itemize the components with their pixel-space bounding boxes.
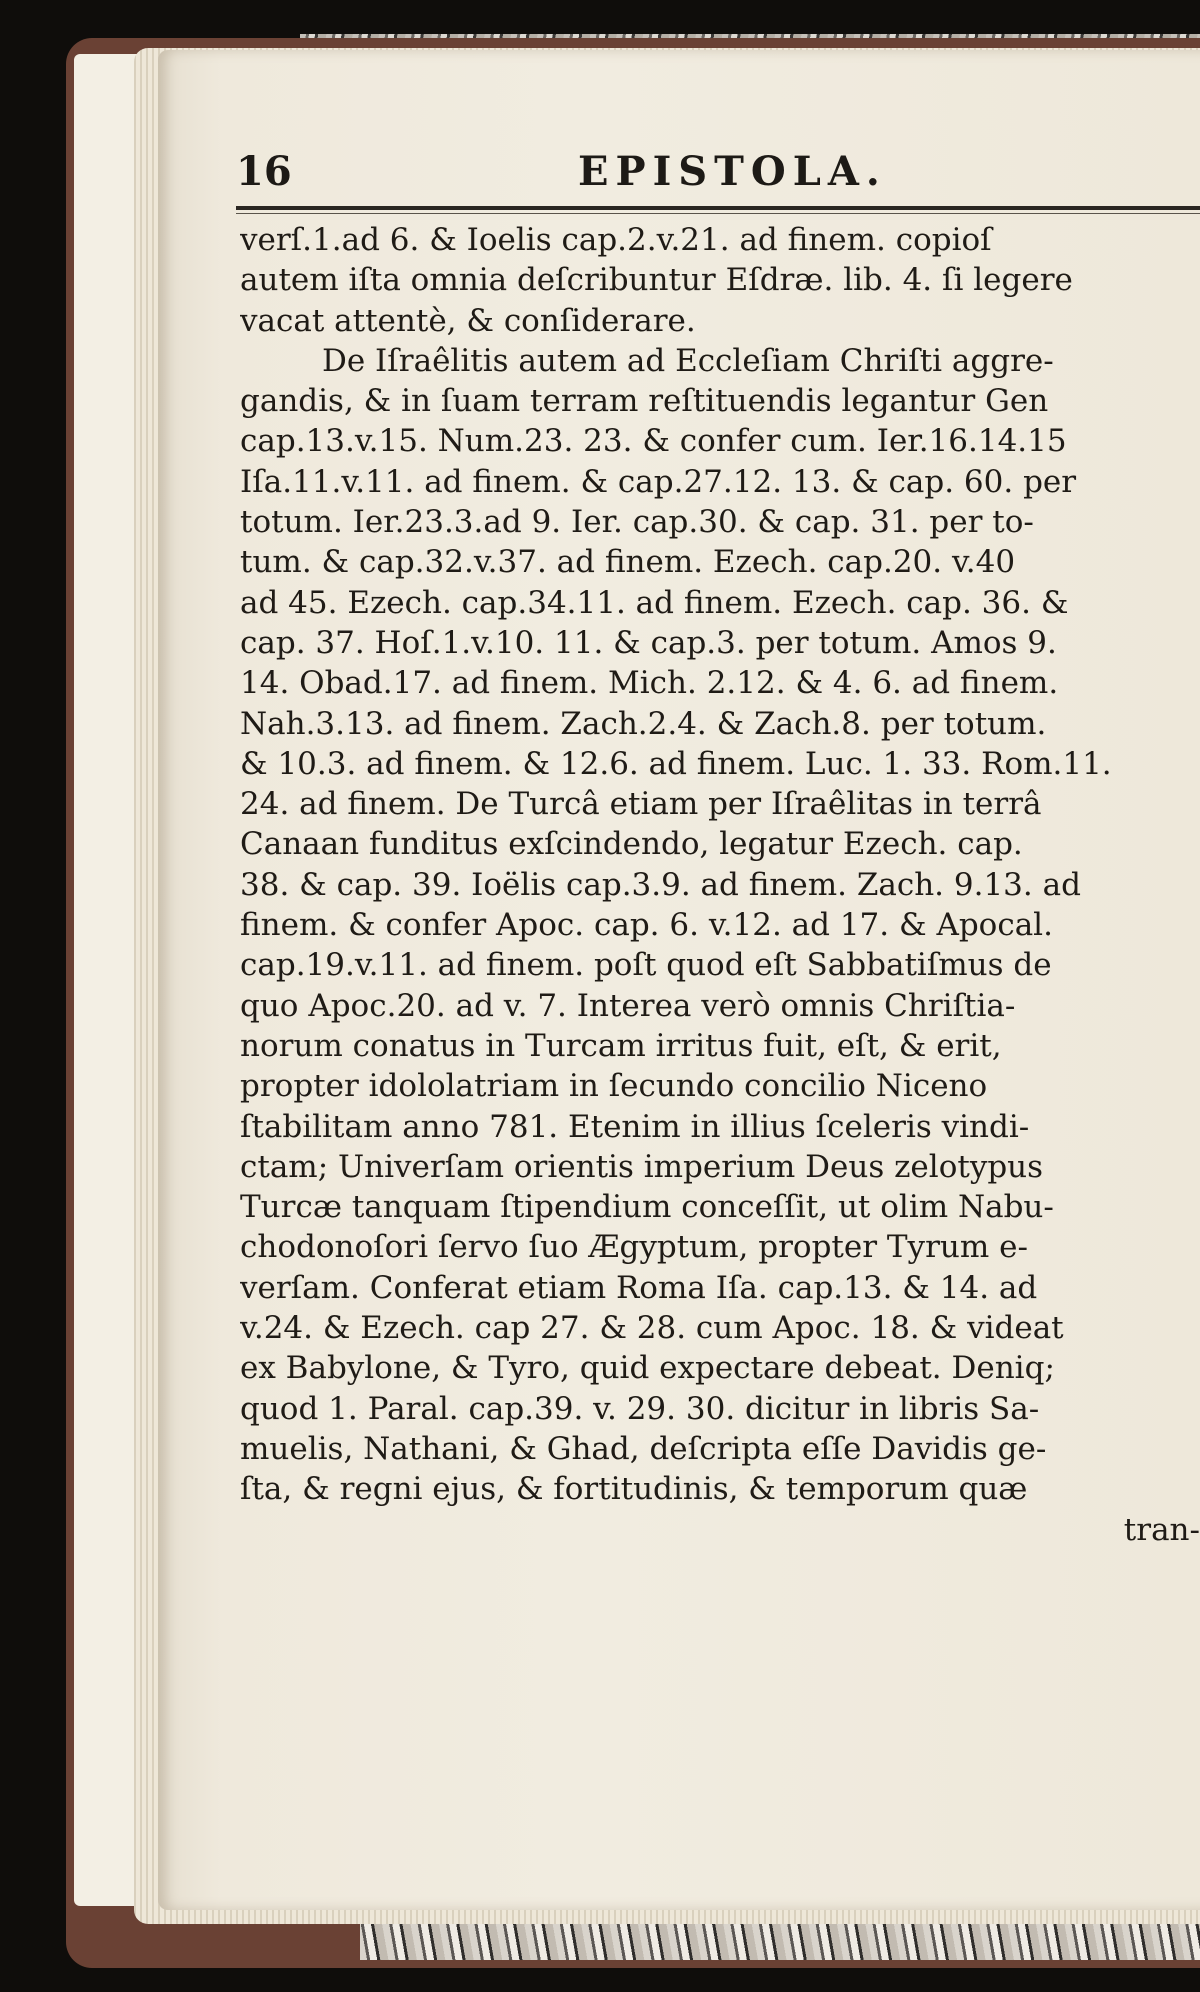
text-line: propter idololatriam in ſecundo concilio Niceno	[240, 1068, 988, 1105]
running-title: EPISTOLA.	[578, 148, 887, 195]
text-line: cap. 37. Hoſ.1.v.10. 11. & cap.3. per totum. Amos 9.	[240, 624, 1057, 661]
text-line: norum conatus in Turcam irritus fuit, eſt, & erit,	[240, 1027, 1002, 1064]
text-line: cap.19.v.11. ad finem. poſt quod eſt Sabbatiſmus de	[240, 947, 1052, 984]
text-line: 24. ad finem. De Turcâ etiam per Iſraêlitas in terrâ	[240, 786, 1042, 823]
text-line: quo Apoc.20. ad v. 7. Interea verò omnis Chriſtia-	[240, 987, 1016, 1024]
text-line: ſta, & regni ejus, & fortitudinis, & temporum quæ	[240, 1471, 1028, 1508]
text-line: Canaan funditus exſcindendo, legatur Ezech. cap.	[240, 826, 1023, 863]
text-line: totum. Ier.23.3.ad 9. Ier. cap.30. & cap. 31. per to-	[240, 504, 1034, 541]
text-line: De Iſraêlitis autem ad Eccleſiam Chriſti aggre-	[322, 342, 1054, 379]
text-line: chodonoſori ſervo ſuo Ægyptum, propter Tyrum e-	[240, 1229, 1028, 1266]
text-line: 38. & cap. 39. Ioëlis cap.3.9. ad finem. Zach. 9.13. ad	[240, 866, 1081, 903]
text-line: Iſa.11.v.11. ad finem. & cap.27.12. 13. & cap. 60. per	[240, 463, 1077, 500]
marbled-board-bottom	[360, 1918, 1200, 1960]
text-line: ctam; Univerſam orientis imperium Deus zelotypus	[240, 1148, 1044, 1185]
page-number: 16	[236, 148, 292, 195]
text-line: cap.13.v.15. Num.23. 23. & confer cum. Ier.16.14.15	[240, 423, 1067, 460]
text-line: v.24. & Ezech. cap 27. & 28. cum Apoc. 18. & videat	[240, 1310, 1064, 1347]
text-line: tum. & cap.32.v.37. ad finem. Ezech. cap.20. v.40	[240, 544, 1016, 581]
body-text	[240, 220, 1200, 1550]
text-line: ad 45. Ezech. cap.34.11. ad finem. Ezech. cap. 36. &	[240, 584, 1069, 621]
text-line: Turcæ tanquam ſtipendium conceſſit, ut olim Nabu-	[240, 1189, 1054, 1226]
text-line: ex Babylone, & Tyro, quid expectare debeat. Deniq;	[240, 1350, 1055, 1387]
text-line: autem iſta omnia deſcribuntur Eſdræ. lib. 4. ſi legere	[240, 262, 1073, 299]
text-line: quod 1. Paral. cap.39. v. 29. 30. dicitur in libris Sa-	[240, 1390, 1040, 1427]
text-line: finem. & confer Apoc. cap. 6. v.12. ad 17. & Apocal.	[240, 907, 1053, 944]
text-line: verſ.1.ad 6. & Ioelis cap.2.v.21. ad finem. copioſ	[240, 222, 992, 258]
text-line: Nah.3.13. ad finem. Zach.2.4. & Zach.8. per totum.	[240, 705, 1047, 742]
text-line: muelis, Nathani, & Ghad, deſcripta eſſe Davidis ge-	[240, 1430, 1047, 1467]
catchword: tran-	[1123, 1511, 1200, 1548]
text-line: 14. Obad.17. ad finem. Mich. 2.12. & 4. 6. ad finem.	[240, 665, 1059, 702]
text-line: verſam. Conferat etiam Roma Iſa. cap.13. & 14. ad	[240, 1269, 1038, 1306]
head-rule-thin	[236, 213, 1200, 214]
running-head	[236, 142, 1200, 202]
text-line: gandis, & in ſuam terram reſtituendis legantur Gen	[240, 383, 1049, 420]
head-rule	[236, 206, 1200, 210]
text-line: vacat attentè, & conſiderare.	[240, 302, 696, 339]
text-line: ſtabilitam anno 781. Etenim in illius ſceleris vindi-	[240, 1108, 1030, 1145]
text-line: & 10.3. ad finem. & 12.6. ad finem. Luc. 1. 33. Rom.11.	[240, 745, 1112, 782]
